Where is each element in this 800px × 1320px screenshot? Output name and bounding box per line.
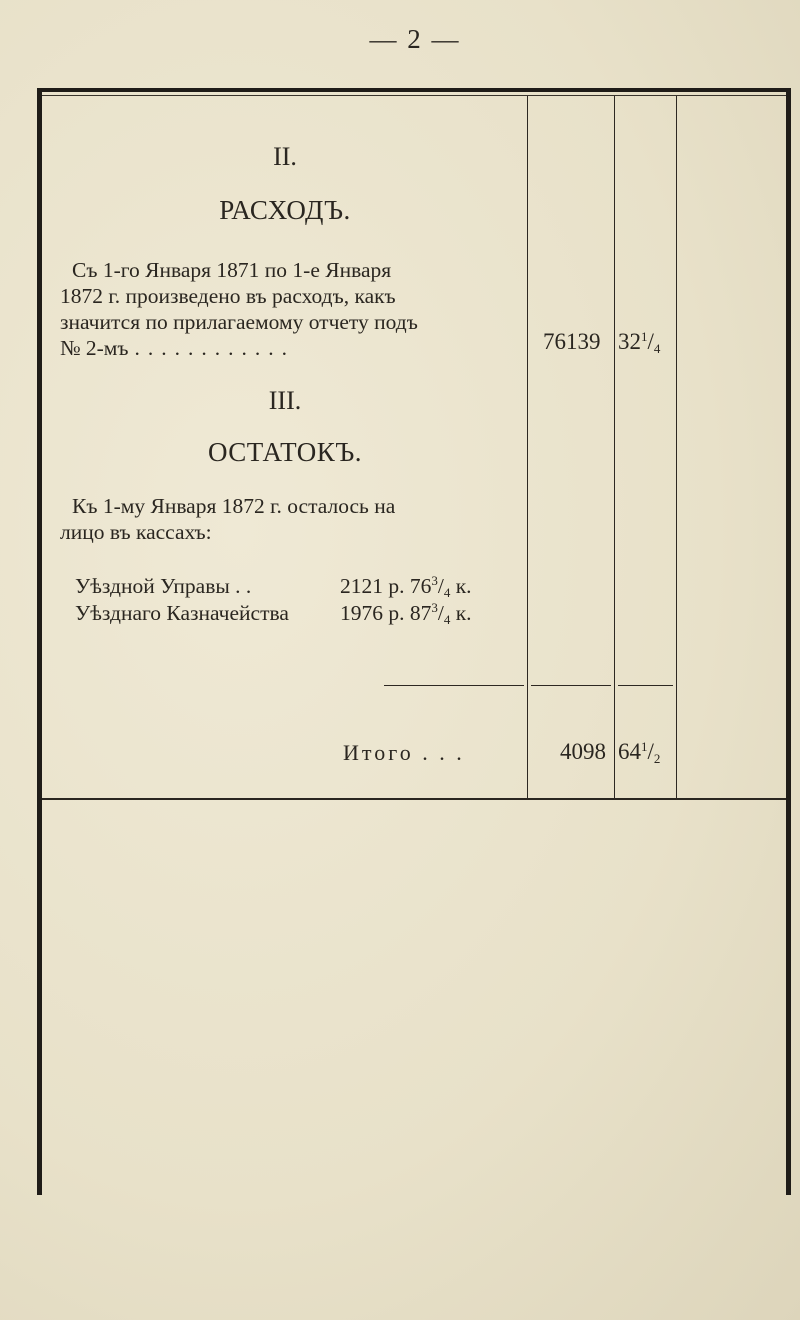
total-amount-kopecks: $64^1/2$ (618, 739, 661, 766)
expenses-line-3: значится по прилагаемому отчету подъ (60, 310, 418, 334)
column-divider-kopecks (614, 96, 615, 800)
cash-label-district-board: Уѣздной Управы . . (75, 574, 252, 598)
expenses-line-2: 1872 г. произведено въ расходъ, какъ (60, 284, 396, 308)
total-label: Итого . . . (343, 740, 465, 765)
frame-top-inner-border (37, 95, 791, 96)
expenses-leader-dots: ............ (134, 336, 296, 360)
cash-row-district-board (75, 574, 515, 599)
subtotal-rule-text (384, 685, 524, 686)
subtotal-rule-rubles (531, 685, 611, 686)
subtotal-rule-kopecks (618, 685, 673, 686)
section-expenses-title: РАСХОДЪ. (219, 195, 351, 225)
cash-label-treasury: Уѣзднаго Казначейства (75, 601, 289, 625)
frame-left-border (37, 90, 42, 1195)
cash-row-treasury (75, 601, 515, 626)
expenses-line-4: № 2-мъ (60, 336, 129, 360)
section-balance-title: ОСТАТОКЪ. (207, 437, 363, 467)
cash-value-treasury: 1976 р. $87^3/4$ к. (340, 600, 472, 627)
section-balance-numeral: III. (268, 386, 302, 415)
balance-line-1: Къ 1-му Января 1872 г. осталось на (72, 494, 396, 518)
expenses-amount-rubles: 76139 (543, 329, 601, 354)
balance-paragraph (60, 493, 512, 545)
page-number: — 2 — (369, 24, 461, 54)
expenses-paragraph (60, 257, 512, 361)
column-divider-rubles (527, 96, 528, 800)
table-bottom-border (42, 798, 786, 800)
expenses-amount-kopecks: $32^1/4$ (618, 329, 661, 356)
column-divider-right (676, 96, 677, 800)
frame-top-border (37, 88, 791, 92)
total-amount-rubles: 4098 (560, 739, 606, 764)
balance-line-2: лицо въ кассахъ: (60, 520, 212, 544)
expenses-line-1: Съ 1-го Января 1871 по 1-е Января (72, 258, 392, 282)
section-expenses-numeral: II. (273, 142, 297, 171)
frame-right-border (786, 90, 791, 1195)
cash-value-district-board: 2121 р. $76^3/4$ к. (340, 573, 472, 600)
